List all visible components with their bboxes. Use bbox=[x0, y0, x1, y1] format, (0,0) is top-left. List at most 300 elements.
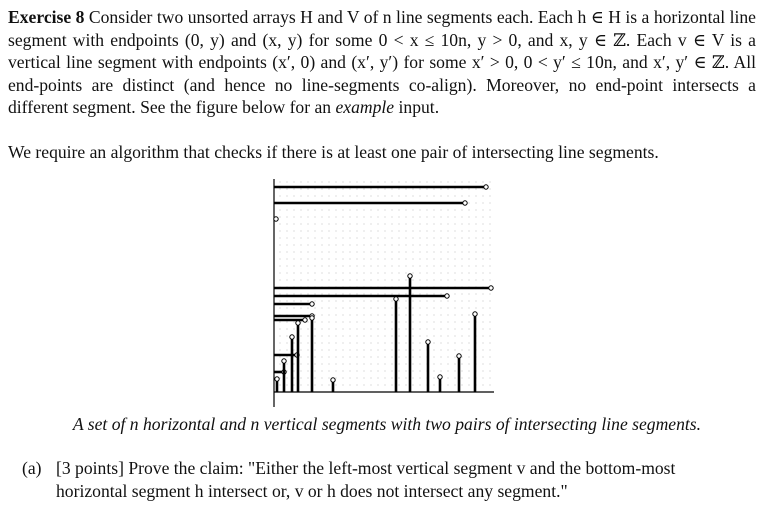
grid-dot bbox=[343, 301, 344, 302]
grid-dot bbox=[301, 343, 302, 344]
grid-dot bbox=[385, 378, 386, 379]
vertical-endpoint bbox=[296, 321, 300, 325]
grid-dot bbox=[364, 196, 365, 197]
grid-dot bbox=[315, 280, 316, 281]
grid-dot bbox=[427, 196, 428, 197]
grid-dot bbox=[455, 343, 456, 344]
segments-figure bbox=[254, 179, 494, 409]
grid-dot bbox=[476, 231, 477, 232]
grid-dot bbox=[378, 259, 379, 260]
grid-dot bbox=[392, 371, 393, 372]
grid-dot bbox=[448, 315, 449, 316]
grid-dot bbox=[462, 371, 463, 372]
grid-dot bbox=[434, 245, 435, 246]
grid-dot bbox=[462, 238, 463, 239]
grid-dot bbox=[336, 224, 337, 225]
grid-dot bbox=[462, 385, 463, 386]
grid-dot bbox=[329, 350, 330, 351]
grid-dot bbox=[280, 217, 281, 218]
grid-dot bbox=[399, 266, 400, 267]
grid-dot bbox=[413, 266, 414, 267]
grid-dot bbox=[483, 371, 484, 372]
grid-dot bbox=[329, 224, 330, 225]
grid-dot bbox=[308, 294, 309, 295]
grid-dot bbox=[392, 308, 393, 309]
grid-dot bbox=[448, 350, 449, 351]
grid-dot bbox=[315, 364, 316, 365]
grid-dot bbox=[490, 364, 491, 365]
grid-dot bbox=[371, 350, 372, 351]
grid-dot bbox=[294, 308, 295, 309]
grid-dot bbox=[462, 301, 463, 302]
grid-dot bbox=[364, 343, 365, 344]
grid-dot bbox=[385, 231, 386, 232]
grid-dot bbox=[448, 238, 449, 239]
grid-dot bbox=[385, 315, 386, 316]
grid-dot bbox=[469, 371, 470, 372]
grid-dot bbox=[434, 294, 435, 295]
grid-dot bbox=[462, 343, 463, 344]
grid-dot bbox=[294, 294, 295, 295]
grid-dot bbox=[392, 280, 393, 281]
grid-dot bbox=[455, 259, 456, 260]
grid-dot bbox=[371, 378, 372, 379]
grid-dot bbox=[322, 231, 323, 232]
grid-dot bbox=[287, 189, 288, 190]
grid-dot bbox=[462, 322, 463, 323]
grid-dot bbox=[280, 224, 281, 225]
grid-dot bbox=[483, 231, 484, 232]
grid-dot bbox=[399, 378, 400, 379]
grid-dot bbox=[406, 252, 407, 253]
grid-dot bbox=[371, 266, 372, 267]
grid-dot bbox=[294, 357, 295, 358]
grid-dot bbox=[427, 182, 428, 183]
grid-dot bbox=[392, 259, 393, 260]
grid-dot bbox=[322, 252, 323, 253]
exercise-heading: Exercise 8 bbox=[8, 7, 85, 27]
grid-dot bbox=[357, 231, 358, 232]
grid-dot bbox=[287, 350, 288, 351]
grid-dot bbox=[357, 322, 358, 323]
grid-dot bbox=[378, 301, 379, 302]
grid-dot bbox=[434, 315, 435, 316]
grid-dot bbox=[336, 280, 337, 281]
grid-dot bbox=[364, 245, 365, 246]
grid-dot bbox=[462, 280, 463, 281]
grid-dot bbox=[343, 259, 344, 260]
grid-dot bbox=[413, 315, 414, 316]
grid-dot bbox=[378, 280, 379, 281]
grid-dot bbox=[378, 350, 379, 351]
grid-dot bbox=[434, 357, 435, 358]
grid-dot bbox=[413, 238, 414, 239]
grid-dot bbox=[287, 371, 288, 372]
grid-dot bbox=[420, 378, 421, 379]
grid-dot bbox=[364, 322, 365, 323]
grid-dot bbox=[315, 350, 316, 351]
grid-dot bbox=[469, 217, 470, 218]
grid-dot bbox=[483, 273, 484, 274]
grid-dot bbox=[441, 252, 442, 253]
grid-dot bbox=[287, 378, 288, 379]
part-a-text-line1: Prove the claim: "Either the left-most vertical segment v and the bottom-most bbox=[128, 458, 676, 478]
grid-dot bbox=[294, 231, 295, 232]
grid-dot bbox=[427, 189, 428, 190]
grid-dot bbox=[322, 245, 323, 246]
grid-dot bbox=[448, 259, 449, 260]
grid-dot bbox=[462, 350, 463, 351]
grid-dot bbox=[483, 245, 484, 246]
grid-dot bbox=[385, 210, 386, 211]
grid-dot bbox=[322, 336, 323, 337]
grid-dot bbox=[385, 385, 386, 386]
grid-dot bbox=[434, 385, 435, 386]
grid-dot bbox=[350, 329, 351, 330]
grid-dot bbox=[469, 196, 470, 197]
grid-dot bbox=[427, 231, 428, 232]
vertical-endpoint bbox=[394, 297, 398, 301]
grid-dot bbox=[455, 294, 456, 295]
grid-dot bbox=[301, 364, 302, 365]
grid-dot bbox=[413, 210, 414, 211]
grid-dot bbox=[476, 189, 477, 190]
grid-dot bbox=[399, 385, 400, 386]
grid-dot bbox=[371, 196, 372, 197]
grid-dot bbox=[406, 294, 407, 295]
grid-dot bbox=[343, 364, 344, 365]
grid-dot bbox=[371, 357, 372, 358]
grid-dot bbox=[399, 273, 400, 274]
grid-dot bbox=[378, 210, 379, 211]
grid-dot bbox=[448, 364, 449, 365]
grid-dot bbox=[378, 294, 379, 295]
grid-dot bbox=[392, 217, 393, 218]
grid-dot bbox=[280, 280, 281, 281]
grid-dot bbox=[441, 273, 442, 274]
grid-dot bbox=[287, 364, 288, 365]
grid-dot bbox=[462, 329, 463, 330]
grid-dot bbox=[420, 252, 421, 253]
grid-dot bbox=[371, 259, 372, 260]
grid-dot bbox=[434, 301, 435, 302]
grid-dot bbox=[441, 224, 442, 225]
vertical-endpoint bbox=[408, 274, 412, 278]
grid-dot bbox=[469, 280, 470, 281]
grid-dot bbox=[371, 301, 372, 302]
grid-dot bbox=[294, 280, 295, 281]
grid-dot bbox=[322, 308, 323, 309]
grid-dot bbox=[483, 315, 484, 316]
grid-dot bbox=[308, 357, 309, 358]
grid-dot bbox=[420, 189, 421, 190]
grid-dot bbox=[469, 322, 470, 323]
grid-dot bbox=[329, 266, 330, 267]
grid-dot bbox=[413, 224, 414, 225]
grid-dot bbox=[448, 385, 449, 386]
grid-dot bbox=[378, 245, 379, 246]
grid-dot bbox=[378, 231, 379, 232]
grid-dot bbox=[399, 280, 400, 281]
grid-dot bbox=[420, 308, 421, 309]
grid-dot bbox=[357, 224, 358, 225]
grid-dot bbox=[357, 182, 358, 183]
grid-dot bbox=[441, 217, 442, 218]
grid-dot bbox=[413, 329, 414, 330]
grid-dot bbox=[469, 378, 470, 379]
grid-dot bbox=[357, 301, 358, 302]
grid-dot bbox=[371, 182, 372, 183]
grid-dot bbox=[287, 308, 288, 309]
grid-dot bbox=[280, 357, 281, 358]
grid-dot bbox=[350, 196, 351, 197]
grid-dot bbox=[406, 350, 407, 351]
grid-dot bbox=[406, 196, 407, 197]
grid-dot bbox=[308, 231, 309, 232]
grid-dot bbox=[385, 350, 386, 351]
grid-dot bbox=[301, 273, 302, 274]
grid-dot bbox=[399, 364, 400, 365]
grid-dot bbox=[364, 350, 365, 351]
vertical-segments bbox=[275, 274, 477, 392]
grid-dot bbox=[462, 182, 463, 183]
grid-dot bbox=[385, 329, 386, 330]
grid-dot bbox=[350, 343, 351, 344]
grid-dot bbox=[392, 245, 393, 246]
horizontal-endpoint bbox=[484, 185, 488, 189]
grid-dot bbox=[406, 245, 407, 246]
grid-dot bbox=[441, 308, 442, 309]
grid-dot bbox=[315, 371, 316, 372]
grid-dot bbox=[420, 322, 421, 323]
grid-dot bbox=[371, 308, 372, 309]
grid-dot bbox=[301, 224, 302, 225]
grid-dot bbox=[308, 336, 309, 337]
grid-dot bbox=[329, 273, 330, 274]
grid-dot bbox=[406, 308, 407, 309]
grid-dot bbox=[455, 252, 456, 253]
grid-dot bbox=[343, 329, 344, 330]
grid-dot bbox=[434, 350, 435, 351]
grid-dot bbox=[455, 266, 456, 267]
grid-dot bbox=[364, 308, 365, 309]
grid-dot bbox=[441, 245, 442, 246]
grid-dot bbox=[448, 245, 449, 246]
grid-dot bbox=[469, 231, 470, 232]
grid-dot bbox=[315, 322, 316, 323]
grid-dot bbox=[392, 231, 393, 232]
grid-dot bbox=[350, 322, 351, 323]
grid-dot bbox=[399, 238, 400, 239]
grid-dot bbox=[476, 252, 477, 253]
grid-dot bbox=[392, 224, 393, 225]
grid-dot bbox=[392, 329, 393, 330]
grid-dot bbox=[392, 301, 393, 302]
grid-dot bbox=[308, 350, 309, 351]
grid-dot bbox=[490, 329, 491, 330]
grid-dot bbox=[343, 252, 344, 253]
grid-dot bbox=[280, 259, 281, 260]
grid-dot bbox=[364, 210, 365, 211]
grid-dot bbox=[357, 378, 358, 379]
grid-dot bbox=[420, 350, 421, 351]
grid-dot bbox=[469, 210, 470, 211]
grid-dot bbox=[469, 343, 470, 344]
grid-dot bbox=[476, 217, 477, 218]
vertical-endpoint bbox=[275, 377, 279, 381]
grid-dot bbox=[490, 203, 491, 204]
grid-dot bbox=[420, 294, 421, 295]
grid-dot bbox=[455, 371, 456, 372]
grid-dot bbox=[448, 217, 449, 218]
grid-dot bbox=[448, 329, 449, 330]
grid-dot bbox=[434, 336, 435, 337]
grid-dot bbox=[371, 322, 372, 323]
grid-dot bbox=[462, 364, 463, 365]
grid-dot bbox=[301, 182, 302, 183]
grid-dot bbox=[343, 315, 344, 316]
grid-dot bbox=[336, 231, 337, 232]
grid-dot bbox=[301, 196, 302, 197]
grid-dot bbox=[343, 378, 344, 379]
grid-dot bbox=[483, 196, 484, 197]
grid-dot bbox=[315, 182, 316, 183]
grid-dot bbox=[371, 315, 372, 316]
grid-dot bbox=[294, 385, 295, 386]
grid-dot bbox=[392, 350, 393, 351]
grid-dot bbox=[350, 301, 351, 302]
grid-dot bbox=[280, 329, 281, 330]
grid-dot bbox=[308, 252, 309, 253]
grid-dot bbox=[315, 308, 316, 309]
grid-dot bbox=[336, 329, 337, 330]
grid-dot bbox=[441, 294, 442, 295]
grid-dot bbox=[308, 245, 309, 246]
grid-dot bbox=[392, 252, 393, 253]
grid-dot bbox=[483, 224, 484, 225]
grid-dot bbox=[371, 336, 372, 337]
grid-dot bbox=[371, 189, 372, 190]
grid-dot bbox=[378, 238, 379, 239]
grid-dot bbox=[406, 315, 407, 316]
grid-dot bbox=[294, 182, 295, 183]
grid-dot bbox=[392, 343, 393, 344]
grid-dot bbox=[280, 301, 281, 302]
grid-dot bbox=[378, 343, 379, 344]
grid-dot bbox=[490, 259, 491, 260]
grid-dot bbox=[399, 217, 400, 218]
grid-dot bbox=[280, 322, 281, 323]
grid-dot bbox=[336, 252, 337, 253]
grid-dot bbox=[462, 252, 463, 253]
grid-dot bbox=[490, 189, 491, 190]
grid-dot bbox=[350, 245, 351, 246]
grid-dot bbox=[462, 315, 463, 316]
grid-dot bbox=[329, 322, 330, 323]
grid-dot bbox=[385, 280, 386, 281]
grid-dot bbox=[364, 371, 365, 372]
grid-dot bbox=[406, 336, 407, 337]
grid-dot bbox=[455, 189, 456, 190]
grid-dot bbox=[329, 245, 330, 246]
grid-dot bbox=[413, 322, 414, 323]
grid-dot bbox=[434, 238, 435, 239]
grid-dot bbox=[364, 336, 365, 337]
grid-dot bbox=[287, 238, 288, 239]
grid-dot bbox=[357, 245, 358, 246]
grid-dot bbox=[294, 238, 295, 239]
grid-dot bbox=[343, 350, 344, 351]
grid-dot bbox=[399, 350, 400, 351]
grid-dot bbox=[441, 301, 442, 302]
grid-dot bbox=[462, 273, 463, 274]
grid-dot bbox=[336, 343, 337, 344]
grid-dot bbox=[343, 238, 344, 239]
grid-dot bbox=[420, 301, 421, 302]
grid-dot bbox=[294, 322, 295, 323]
grid-dot bbox=[406, 238, 407, 239]
grid-dot bbox=[441, 189, 442, 190]
grid-dot bbox=[483, 322, 484, 323]
grid-dot bbox=[322, 273, 323, 274]
grid-dot bbox=[448, 336, 449, 337]
grid-dot bbox=[434, 189, 435, 190]
grid-dot bbox=[427, 266, 428, 267]
horizontal-endpoint bbox=[303, 318, 307, 322]
vertical-endpoint bbox=[282, 359, 286, 363]
grid-dot bbox=[343, 308, 344, 309]
grid-dot bbox=[476, 210, 477, 211]
grid-dot bbox=[455, 182, 456, 183]
grid-dot bbox=[406, 210, 407, 211]
grid-dot bbox=[427, 245, 428, 246]
grid-dot bbox=[280, 343, 281, 344]
exercise-intro-tail: input. bbox=[398, 97, 440, 118]
grid-dot bbox=[455, 364, 456, 365]
grid-dot bbox=[350, 280, 351, 281]
grid-dot bbox=[343, 322, 344, 323]
grid-dot bbox=[413, 301, 414, 302]
grid-dot bbox=[462, 308, 463, 309]
grid-dot bbox=[301, 217, 302, 218]
grid-dot bbox=[434, 182, 435, 183]
grid-dot bbox=[385, 273, 386, 274]
grid-dot bbox=[448, 231, 449, 232]
grid-dot bbox=[315, 315, 316, 316]
grid-dot bbox=[350, 385, 351, 386]
grid-dot bbox=[462, 217, 463, 218]
grid-dot bbox=[469, 224, 470, 225]
grid-dot bbox=[287, 385, 288, 386]
grid-dot bbox=[287, 301, 288, 302]
grid-dot bbox=[371, 329, 372, 330]
grid-dot bbox=[322, 364, 323, 365]
grid-dot bbox=[420, 273, 421, 274]
grid-dot bbox=[280, 294, 281, 295]
grid-dot bbox=[413, 378, 414, 379]
grid-dot bbox=[385, 308, 386, 309]
grid-dot bbox=[336, 273, 337, 274]
vertical-endpoint bbox=[290, 335, 294, 339]
grid-dot bbox=[371, 245, 372, 246]
grid-dot bbox=[322, 322, 323, 323]
grid-dot bbox=[385, 245, 386, 246]
grid-dot bbox=[469, 182, 470, 183]
grid-dot bbox=[476, 203, 477, 204]
grid-dot bbox=[455, 224, 456, 225]
grid-dot bbox=[280, 196, 281, 197]
grid-dot bbox=[287, 294, 288, 295]
